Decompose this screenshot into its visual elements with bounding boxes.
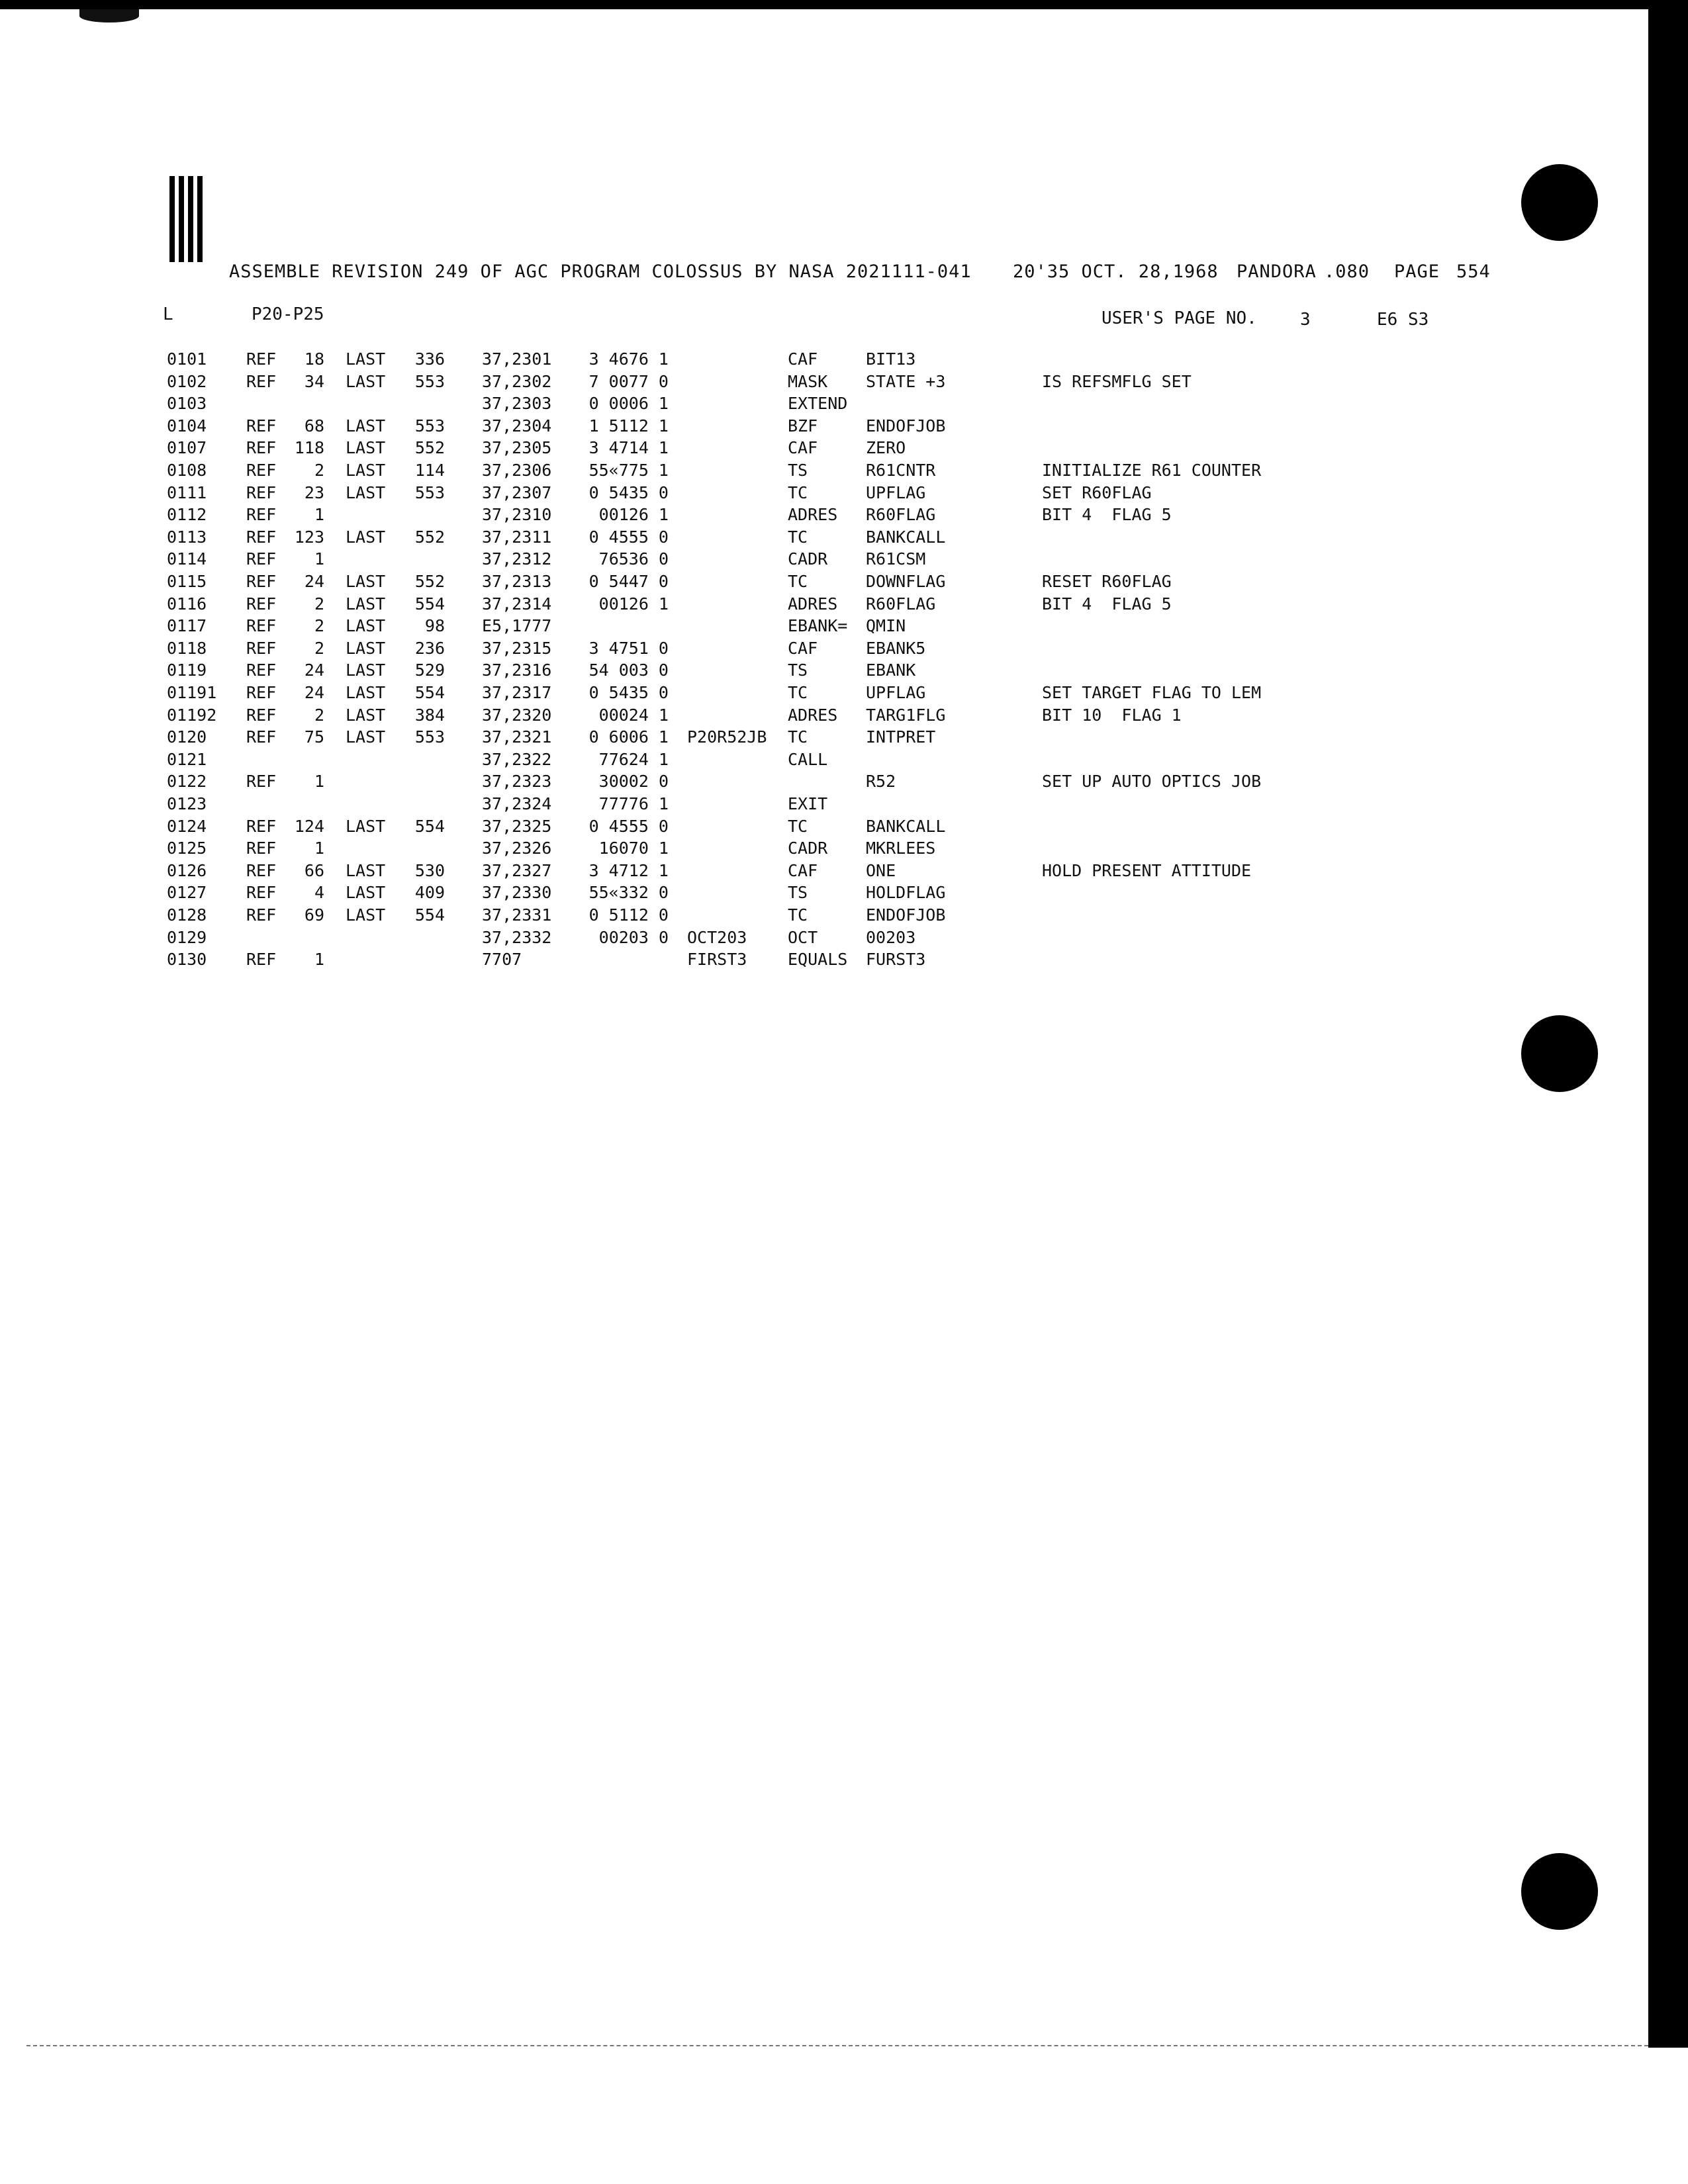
last-page: 529 xyxy=(414,660,445,680)
opcode: TC xyxy=(788,905,808,925)
ref-count: 68 xyxy=(304,416,324,435)
last-keyword: LAST xyxy=(346,371,386,391)
address: 37,2330 xyxy=(482,883,552,903)
ref-keyword: REF xyxy=(246,527,277,547)
last-page: 554 xyxy=(414,905,445,925)
address: 37,2305 xyxy=(482,438,552,458)
line-number: 0108 xyxy=(167,461,207,480)
opcode: TC xyxy=(788,527,808,547)
object-code: 77624 1 xyxy=(598,749,669,769)
binder-hole-middle xyxy=(1521,1015,1598,1092)
ref-count: 123 xyxy=(294,527,324,547)
ref-keyword: REF xyxy=(246,660,277,680)
object-code: 00126 1 xyxy=(598,594,669,614)
ref-count: 4 xyxy=(314,883,324,903)
object-code: 7 0077 0 xyxy=(588,371,669,391)
line-number: 0123 xyxy=(167,794,207,813)
address: 37,2311 xyxy=(482,527,552,547)
address: 37,2323 xyxy=(482,772,552,792)
opcode: TC xyxy=(788,482,808,502)
last-page: 530 xyxy=(414,860,445,880)
object-code: 0 5435 0 xyxy=(588,683,669,702)
line-number: 0111 xyxy=(167,482,207,502)
line-number: 01192 xyxy=(167,705,217,725)
ref-count: 18 xyxy=(304,349,324,369)
object-code: 3 4712 1 xyxy=(588,860,669,880)
comment: SET TARGET FLAG TO LEM xyxy=(1042,683,1262,702)
address: 37,2312 xyxy=(482,549,552,569)
line-number: 0112 xyxy=(167,505,207,525)
operand: UPFLAG xyxy=(866,482,926,502)
ref-count: 2 xyxy=(314,616,324,636)
address: 37,2317 xyxy=(482,683,552,702)
object-code: 0 4555 0 xyxy=(588,816,669,836)
address: 7707 xyxy=(482,950,522,970)
comment: SET R60FLAG xyxy=(1042,482,1152,502)
listing-timestamp: 20'35 OCT. 28,1968 xyxy=(1013,261,1219,282)
operand: R61CNTR xyxy=(866,461,936,480)
opcode: EXTEND xyxy=(788,394,848,414)
ref-keyword: REF xyxy=(246,860,277,880)
opcode: TC xyxy=(788,683,808,702)
operand: EBANK5 xyxy=(866,638,926,658)
object-code: 00126 1 xyxy=(598,505,669,525)
operand: BIT13 xyxy=(866,349,916,369)
ref-count: 1 xyxy=(314,549,324,569)
object-code: 54 003 0 xyxy=(588,660,669,680)
ref-count: 2 xyxy=(314,705,324,725)
object-code: 3 4751 0 xyxy=(588,638,669,658)
address: 37,2314 xyxy=(482,594,552,614)
address: 37,2326 xyxy=(482,839,552,858)
ref-keyword: REF xyxy=(246,883,277,903)
operand: BANKCALL xyxy=(866,527,946,547)
object-code: 00203 0 xyxy=(598,927,669,947)
opcode: TC xyxy=(788,572,808,591)
line-number: 0130 xyxy=(167,950,207,970)
ref-count: 24 xyxy=(304,660,324,680)
address: 37,2324 xyxy=(482,794,552,813)
line-number: 0102 xyxy=(167,371,207,391)
last-page: 552 xyxy=(414,572,445,591)
operand: R60FLAG xyxy=(866,505,936,525)
last-keyword: LAST xyxy=(346,638,386,658)
line-number: 0103 xyxy=(167,394,207,414)
opcode: EXIT xyxy=(788,794,828,813)
object-code: 0 0006 1 xyxy=(588,394,669,414)
address: 37,2322 xyxy=(482,749,552,769)
last-page: 553 xyxy=(414,371,445,391)
last-keyword: LAST xyxy=(346,438,386,458)
operand: 00203 xyxy=(866,927,916,947)
ref-keyword: REF xyxy=(246,505,277,525)
object-code: 0 5112 0 xyxy=(588,905,669,925)
ref-keyword: REF xyxy=(246,816,277,836)
last-keyword: LAST xyxy=(346,527,386,547)
line-number: 0121 xyxy=(167,749,207,769)
last-keyword: LAST xyxy=(346,660,386,680)
opcode: ADRES xyxy=(788,505,838,525)
last-page: 554 xyxy=(414,683,445,702)
address: 37,2313 xyxy=(482,572,552,591)
operand: R61CSM xyxy=(866,549,926,569)
opcode: ADRES xyxy=(788,705,838,725)
object-code: 0 5447 0 xyxy=(588,572,669,591)
ref-keyword: REF xyxy=(246,905,277,925)
ref-keyword: REF xyxy=(246,772,277,792)
comment: INITIALIZE R61 COUNTER xyxy=(1042,461,1262,480)
ref-keyword: REF xyxy=(246,594,277,614)
last-keyword: LAST xyxy=(346,860,386,880)
ref-keyword: REF xyxy=(246,549,277,569)
ref-keyword: REF xyxy=(246,683,277,702)
symbol-label: P20R52JB xyxy=(687,727,767,747)
line-number: 0116 xyxy=(167,594,207,614)
opcode: EQUALS xyxy=(788,950,848,970)
comment: BIT 4 FLAG 5 xyxy=(1042,505,1172,525)
ref-keyword: REF xyxy=(246,438,277,458)
last-keyword: LAST xyxy=(346,572,386,591)
last-keyword: LAST xyxy=(346,349,386,369)
opcode: TS xyxy=(788,461,808,480)
ref-keyword: REF xyxy=(246,616,277,636)
listing-user-code: .080 xyxy=(1324,261,1370,282)
address: 37,2316 xyxy=(482,660,552,680)
opcode: CAF xyxy=(788,438,818,458)
last-keyword: LAST xyxy=(346,683,386,702)
line-number: 0127 xyxy=(167,883,207,903)
operand: EBANK xyxy=(866,660,916,680)
object-code: 77776 1 xyxy=(598,794,669,813)
ref-keyword: REF xyxy=(246,371,277,391)
ref-count: 66 xyxy=(304,860,324,880)
ref-keyword: REF xyxy=(246,839,277,858)
line-number: 0125 xyxy=(167,839,207,858)
last-page: 554 xyxy=(414,816,445,836)
comment: RESET R60FLAG xyxy=(1042,572,1172,591)
line-number: 0118 xyxy=(167,638,207,658)
opcode: MASK xyxy=(788,371,828,391)
comment: SET UP AUTO OPTICS JOB xyxy=(1042,772,1262,792)
ref-keyword: REF xyxy=(246,950,277,970)
operand: DOWNFLAG xyxy=(866,572,946,591)
listing-type: L xyxy=(163,304,173,324)
user-page-label: USER'S PAGE NO. xyxy=(1102,308,1257,328)
opcode: TS xyxy=(788,883,808,903)
operand: STATE +3 xyxy=(866,371,946,391)
line-number: 0114 xyxy=(167,549,207,569)
binder-hole-bottom xyxy=(1521,1853,1598,1930)
line-number: 0117 xyxy=(167,616,207,636)
section-name: P20-P25 xyxy=(252,304,324,324)
listing-title: ASSEMBLE REVISION 249 OF AGC PROGRAM COLOSSUS BY NASA 2021111-041 xyxy=(229,261,972,282)
line-number: 0126 xyxy=(167,860,207,880)
line-number: 0104 xyxy=(167,416,207,435)
ref-count: 2 xyxy=(314,594,324,614)
ref-count: 2 xyxy=(314,461,324,480)
ref-count: 118 xyxy=(294,438,324,458)
ref-keyword: REF xyxy=(246,572,277,591)
last-page: 554 xyxy=(414,594,445,614)
last-keyword: LAST xyxy=(346,461,386,480)
opcode: TC xyxy=(788,727,808,747)
opcode: TS xyxy=(788,660,808,680)
last-page: 553 xyxy=(414,727,445,747)
address: 37,2306 xyxy=(482,461,552,480)
opcode: CAF xyxy=(788,860,818,880)
symbol-label: OCT203 xyxy=(687,927,747,947)
ref-count: 1 xyxy=(314,950,324,970)
comment: IS REFSMFLG SET xyxy=(1042,371,1192,391)
last-keyword: LAST xyxy=(346,616,386,636)
ref-count: 1 xyxy=(314,839,324,858)
object-code: 30002 0 xyxy=(598,772,669,792)
last-keyword: LAST xyxy=(346,905,386,925)
binder-hole-top xyxy=(1521,164,1598,241)
operand: FURST3 xyxy=(866,950,926,970)
ref-keyword: REF xyxy=(246,482,277,502)
ref-count: 24 xyxy=(304,572,324,591)
opcode: CALL xyxy=(788,749,828,769)
address: 37,2327 xyxy=(482,860,552,880)
object-code: 00024 1 xyxy=(598,705,669,725)
line-number: 0115 xyxy=(167,572,207,591)
operand: QMIN xyxy=(866,616,906,636)
line-number: 0119 xyxy=(167,660,207,680)
object-code: 0 6006 1 xyxy=(588,727,669,747)
opcode: ADRES xyxy=(788,594,838,614)
line-number: 01191 xyxy=(167,683,217,702)
object-code: 76536 0 xyxy=(598,549,669,569)
last-keyword: LAST xyxy=(346,705,386,725)
ref-count: 75 xyxy=(304,727,324,747)
address: 37,2332 xyxy=(482,927,552,947)
last-keyword: LAST xyxy=(346,883,386,903)
scan-edge-right xyxy=(1648,9,1688,2048)
symbol-label: FIRST3 xyxy=(687,950,747,970)
operand: HOLDFLAG xyxy=(866,883,946,903)
last-page: 98 xyxy=(424,616,445,636)
last-page: 236 xyxy=(414,638,445,658)
address: 37,2304 xyxy=(482,416,552,435)
user-page-number: 3 xyxy=(1300,310,1311,330)
ebank-info: E6 S3 xyxy=(1377,310,1429,330)
address: 37,2321 xyxy=(482,727,552,747)
object-code: 55«332 0 xyxy=(588,883,669,903)
operand: ENDOFJOB xyxy=(866,905,946,925)
ref-keyword: REF xyxy=(246,638,277,658)
line-number: 0120 xyxy=(167,727,207,747)
address: 37,2325 xyxy=(482,816,552,836)
line-number: 0128 xyxy=(167,905,207,925)
ref-keyword: REF xyxy=(246,349,277,369)
listing-user: PANDORA xyxy=(1237,261,1317,282)
ref-count: 34 xyxy=(304,371,324,391)
last-page: 553 xyxy=(414,416,445,435)
object-code: 3 4676 1 xyxy=(588,349,669,369)
address: 37,2307 xyxy=(482,482,552,502)
operand: R52 xyxy=(866,772,896,792)
ref-count: 2 xyxy=(314,638,324,658)
address: 37,2320 xyxy=(482,705,552,725)
scan-edge-bottom xyxy=(26,2045,1648,2046)
line-number: 0107 xyxy=(167,438,207,458)
line-number: 0113 xyxy=(167,527,207,547)
ref-keyword: REF xyxy=(246,461,277,480)
object-code: 16070 1 xyxy=(598,839,669,858)
line-number: 0124 xyxy=(167,816,207,836)
address: 37,2303 xyxy=(482,394,552,414)
page-number: 554 xyxy=(1456,261,1491,282)
opcode: CAF xyxy=(788,349,818,369)
address: 37,2302 xyxy=(482,371,552,391)
address: 37,2315 xyxy=(482,638,552,658)
last-page: 553 xyxy=(414,482,445,502)
last-page: 552 xyxy=(414,438,445,458)
comment: BIT 10 FLAG 1 xyxy=(1042,705,1182,725)
object-code: 0 5435 0 xyxy=(588,482,669,502)
line-number: 0122 xyxy=(167,772,207,792)
last-page: 409 xyxy=(414,883,445,903)
last-keyword: LAST xyxy=(346,416,386,435)
scan-edge-top xyxy=(0,0,1688,9)
ref-keyword: REF xyxy=(246,727,277,747)
opcode: CAF xyxy=(788,638,818,658)
object-code: 55«775 1 xyxy=(588,461,669,480)
operand: INTPRET xyxy=(866,727,936,747)
operand: ZERO xyxy=(866,438,906,458)
scan-smudge xyxy=(79,9,139,23)
ref-keyword: REF xyxy=(246,416,277,435)
operand: ONE xyxy=(866,860,896,880)
address: 37,2301 xyxy=(482,349,552,369)
line-number: 0129 xyxy=(167,927,207,947)
last-keyword: LAST xyxy=(346,594,386,614)
object-code: 1 5112 1 xyxy=(588,416,669,435)
operand: BANKCALL xyxy=(866,816,946,836)
page-label: PAGE xyxy=(1394,261,1440,282)
ref-count: 124 xyxy=(294,816,324,836)
comment: HOLD PRESENT ATTITUDE xyxy=(1042,860,1252,880)
last-page: 384 xyxy=(414,705,445,725)
opcode: CADR xyxy=(788,839,828,858)
ref-count: 24 xyxy=(304,683,324,702)
address: E5,1777 xyxy=(482,616,552,636)
ref-keyword: REF xyxy=(246,705,277,725)
operand: TARG1FLG xyxy=(866,705,946,725)
last-page: 552 xyxy=(414,527,445,547)
last-page: 336 xyxy=(414,349,445,369)
opcode: OCT xyxy=(788,927,818,947)
opcode: CADR xyxy=(788,549,828,569)
address: 37,2310 xyxy=(482,505,552,525)
operand: UPFLAG xyxy=(866,683,926,702)
opcode: EBANK= xyxy=(788,616,848,636)
ref-count: 1 xyxy=(314,772,324,792)
operand: R60FLAG xyxy=(866,594,936,614)
address: 37,2331 xyxy=(482,905,552,925)
object-code: 0 4555 0 xyxy=(588,527,669,547)
ref-count: 69 xyxy=(304,905,324,925)
barcode-mark xyxy=(167,176,208,269)
last-keyword: LAST xyxy=(346,482,386,502)
last-page: 114 xyxy=(414,461,445,480)
ref-count: 23 xyxy=(304,482,324,502)
opcode: BZF xyxy=(788,416,818,435)
opcode: TC xyxy=(788,816,808,836)
line-number: 0101 xyxy=(167,349,207,369)
ref-count: 1 xyxy=(314,505,324,525)
last-keyword: LAST xyxy=(346,816,386,836)
comment: BIT 4 FLAG 5 xyxy=(1042,594,1172,614)
last-keyword: LAST xyxy=(346,727,386,747)
operand: ENDOFJOB xyxy=(866,416,946,435)
object-code: 3 4714 1 xyxy=(588,438,669,458)
operand: MKRLEES xyxy=(866,839,936,858)
